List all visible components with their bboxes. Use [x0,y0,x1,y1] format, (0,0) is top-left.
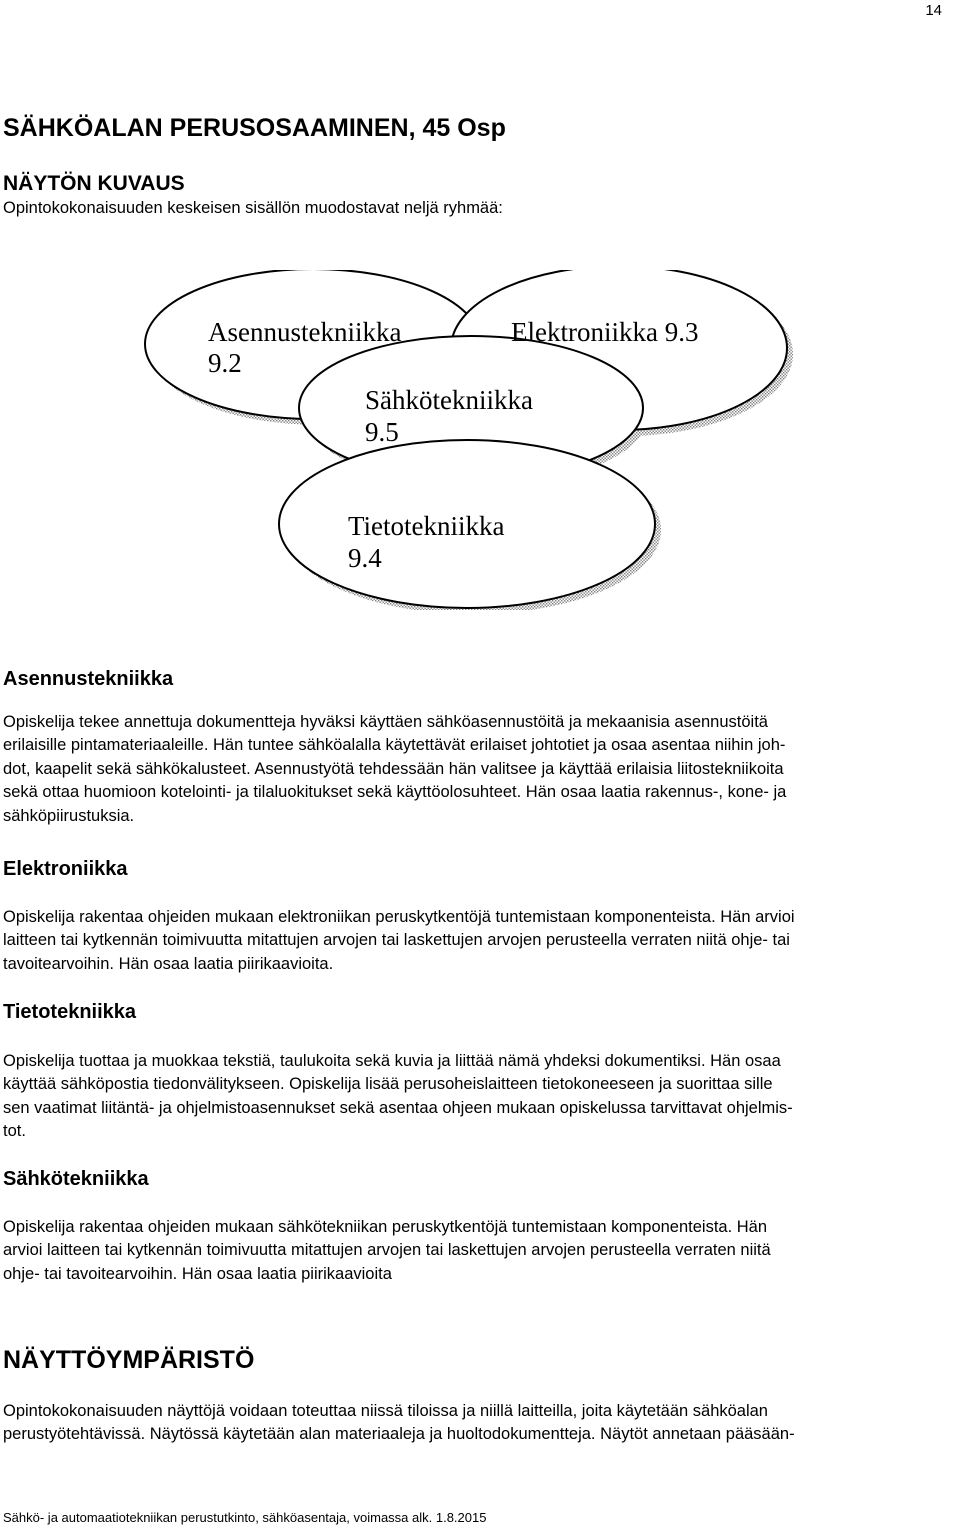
topic-ellipse-diagram [0,270,960,610]
label-asennustekniikka: Asennustekniikka [208,317,402,347]
label-tietotekniikka: Tietotekniikka [348,511,505,541]
section-heading-elektroniikka: Elektroniikka [3,858,128,880]
section-subtitle: NÄYTÖN KUVAUS [3,172,185,195]
page-footer: Sähkö- ja automaatiotekniikan perustutkinto, sähköasentaja, voimassa alk. 1.8.2015 [3,1510,487,1525]
label-sahkotekniikka-code: 9.5 [365,417,399,447]
page-number: 14 [925,2,942,19]
label-elektroniikka: Elektroniikka 9.3 [511,317,699,347]
section-body-sahkotekniikka: Opiskelija rakentaa ohjeiden mukaan sähkötekniikan peruskytkentöjä tuntemistaan komponenteista. Hän arvioi laitteen tai kytkennän toimivuutta mitattujen arvojen tai laskettujen arvojen perusteella verraten niitä ohje- tai tavoitearvoihin. Hän osaa laatia piirikaavioita [3,1218,771,1283]
section-heading-tietotekniikka: Tietotekniikka [3,1001,137,1023]
section-body-tietotekniikka: Opiskelija tuottaa ja muokkaa tekstiä, taulukoita sekä kuvia ja liittää nämä yhdeksi dokumentiksi. Hän osaa käyttää sähköpostia tiedonvälitykseen. Opiskelija lisää perusoheislaitteen tietokoneeseen ja suorittaa sille sen vaatimat liitäntä- ja ohjelmistoasennukset sekä asentaa ohjeen mukaan opiskelussa tarvittavat ohjelmis- tot. [3,1052,793,1141]
intro-text: Opintokokonaisuuden keskeisen sisällön muodostavat neljä ryhmää: [3,199,503,217]
environment-body: Opintokokonaisuuden näyttöjä voidaan toteuttaa niissä tiloissa ja niillä laitteilla, joita käytetään sähköalan perustyötehtävissä. Näytössä käytetään alan materiaaleja ja huoltodokumentteja. Näytöt annetaan pääsään- [3,1402,795,1444]
page-title: SÄHKÖALAN PERUSOSAAMINEN, 45 Osp [3,114,506,142]
label-tietotekniikka-code: 9.4 [348,543,382,573]
section-body-elektroniikka: Opiskelija rakentaa ohjeiden mukaan elektroniikan peruskytkentöjä tuntemistaan komponenteista. Hän arvioi laitteen tai kytkennän toimivuutta mitattujen arvojen tai laskettujen arvojen perusteella verraten niitä ohje- tai tavoitearvoihin. Hän osaa laatia piirikaavioita. [3,908,795,973]
section-body-asennustekniikka: Opiskelija tekee annettuja dokumentteja hyväksi käyttäen sähköasennustöitä ja mekaanisia asennustöitä erilaisille pintamateriaaleille. Hän tuntee sähköalalla käytettävät erilaiset johtotiet ja osaa asentaa niihin joh- dot, kaapelit sekä sähkökalusteet. Asennustyötä tehdessään hän valitsee ja käyttää erilaisia liitostekniikoita sekä ottaa huomioon kotelointi- ja tilaluokitukset sekä käyttöolosuhteet. Hän osaa laatia rakennus-, kone- ja sähköpiirustuksia. [3,713,787,825]
section-heading-asennustekniikka: Asennustekniikka [3,668,174,690]
label-sahkotekniikka: Sähkötekniikka [365,385,533,415]
environment-heading: NÄYTTÖYMPÄRISTÖ [3,1346,255,1374]
label-asennustekniikka-code: 9.2 [208,348,242,378]
section-heading-sahkotekniikka: Sähkötekniikka [3,1168,149,1190]
